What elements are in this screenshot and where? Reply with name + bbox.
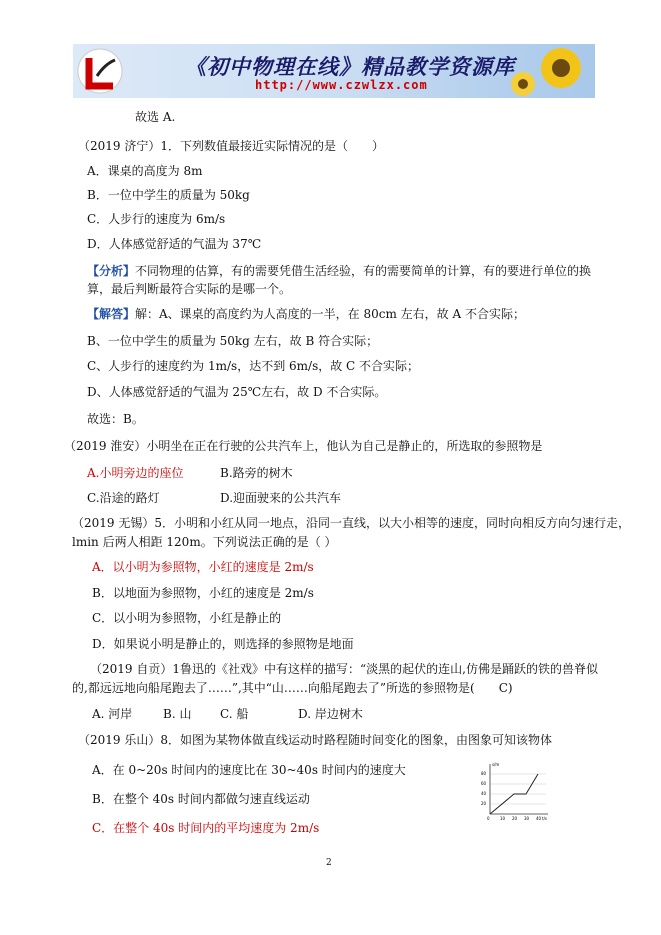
y-tick: 80 xyxy=(481,771,487,776)
question-stem: （2019 淮安）小明坐在正在行驶的公共汽车上，他认为自己是静止的，所选取的参照物是 xyxy=(64,439,543,453)
question-stem: （2019 济宁）1．下列数值最接近实际情况的是（ ） xyxy=(78,139,384,153)
x-tick: 20 xyxy=(512,816,518,821)
x-tick: 30 xyxy=(524,816,530,821)
logo-icon xyxy=(75,46,125,96)
option: B．一位中学生的质量为 50kg xyxy=(87,188,250,202)
y-tick: 40 xyxy=(481,791,487,796)
option: D．人体感觉舒适的气温为 37℃ xyxy=(87,237,262,251)
option: D. 岸边树木 xyxy=(298,707,363,721)
question-stem: （2019 自贡）1鲁迅的《社戏》中有这样的描写：“淡黑的起伏的连山,仿佛是踊跃的铁的兽脊似 xyxy=(90,662,598,676)
option: B.路旁的树木 xyxy=(220,466,293,480)
option: B．以地面为参照物，小红的速度是 2m/s xyxy=(92,586,314,600)
option: A．以小明为参照物，小红的速度是 2m/s xyxy=(92,560,314,574)
option: C. 船 xyxy=(220,707,249,721)
option: C．以小明为参照物，小红是静止的 xyxy=(92,611,282,625)
solution-line: B、一位中学生的质量为 50kg 左右，故 B 符合实际； xyxy=(87,334,379,348)
option: C.沿途的路灯 xyxy=(87,491,160,505)
x-tick: 0 xyxy=(487,816,490,821)
x-tick: 40 xyxy=(536,816,542,821)
question-stem: （2019 乐山）8．如图为某物体做直线运动时路程随时间变化的图象，由图象可知该物体 xyxy=(78,733,552,747)
solution-line: 【解答】解：A、课桌的高度约为人高度的一半，在 80cm 左右，故 A 不合实际； xyxy=(87,307,525,321)
solution-tag: 【解答】 xyxy=(87,307,136,321)
header-banner xyxy=(73,44,595,98)
text-line: 故选：B。 xyxy=(87,412,144,426)
question-stem: 的,都远远地向船尾跑去了……”,其中“山……向船尾跑去了”所选的参照物是( C) xyxy=(72,681,513,695)
text-line: 故选 A. xyxy=(135,110,176,124)
option: A. 河岸 xyxy=(92,707,133,721)
page-number: 2 xyxy=(326,858,332,868)
option: D.迎面驶来的公共汽车 xyxy=(220,491,342,505)
analysis-line: 【分析】不同物理的估算，有的需要凭借生活经验，有的需要简单的计算，有的要进行单位的换 xyxy=(87,264,592,278)
sunflower-icon xyxy=(501,44,591,98)
option: C．人步行的速度为 6m/s xyxy=(87,212,226,226)
distance-time-graph xyxy=(478,760,552,822)
analysis-tag: 【分析】 xyxy=(87,264,136,278)
solution-line: D、人体感觉舒适的气温为 25℃左右，故 D 不合实际。 xyxy=(87,385,387,399)
banner-title: 《初中物理在线》精品教学资源库 xyxy=(185,54,515,79)
solution-line: C、人步行的速度约为 1m/s，达不到 6m/s，故 C 不合实际； xyxy=(87,359,420,373)
question-stem: lmin 后两人相距 120m。下列说法正确的是（ ） xyxy=(72,535,337,549)
question-stem: （2019 无锡）5．小明和小红从同一地点，沿同一直线，以大小相等的速度，同时向相反方向匀速行走， xyxy=(72,516,630,530)
x-label: t/s xyxy=(542,816,547,821)
option: A.小明旁边的座位 xyxy=(87,466,184,480)
option: B．在整个 40s 时间内都做匀速直线运动 xyxy=(92,792,310,806)
y-label: s/m xyxy=(492,762,500,767)
banner-url: http://www.czwlzx.com xyxy=(255,78,428,92)
y-tick: 20 xyxy=(481,801,487,806)
x-tick: 10 xyxy=(500,816,506,821)
option: C．在整个 40s 时间内的平均速度为 2m/s xyxy=(92,821,320,835)
option: A．课桌的高度为 8m xyxy=(87,164,203,178)
analysis-line: 算，最后判断最符合实际的是哪一个。 xyxy=(87,282,292,296)
option: A．在 0~20s 时间内的速度比在 30~40s 时间内的速度大 xyxy=(92,763,406,777)
y-tick: 60 xyxy=(481,781,487,786)
option: B. 山 xyxy=(163,707,192,721)
option: D．如果说小明是静止的，则选择的参照物是地面 xyxy=(92,637,354,651)
